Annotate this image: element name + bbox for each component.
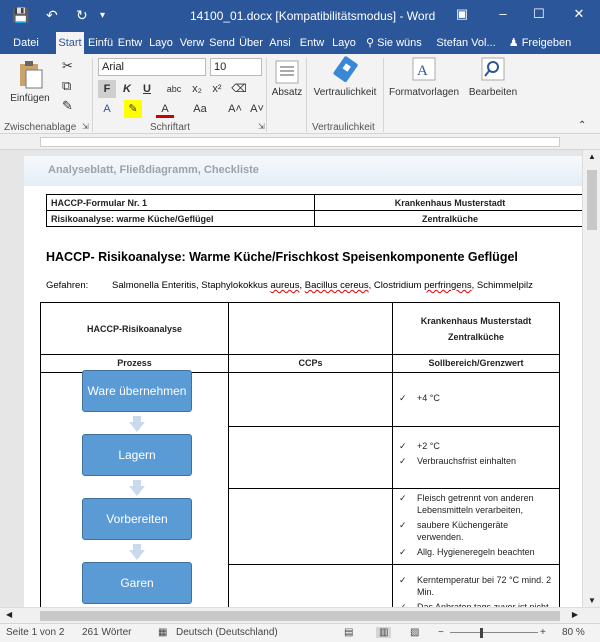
underline-button[interactable]: U [143,83,151,95]
tab-insert[interactable]: Einfü [88,37,114,49]
check-item [399,455,553,467]
vertical-scrollbar[interactable] [582,150,600,607]
editing-button[interactable] [466,56,520,98]
tab-table-layout[interactable]: Layo [332,37,356,49]
word-count[interactable]: 261 Wörter [82,627,132,638]
language-indicator[interactable]: Deutsch (Deutschland) [176,627,278,638]
scroll-up-icon[interactable]: ▲ [588,152,596,161]
save-icon[interactable]: 💾 [12,7,30,23]
check-item [399,574,553,598]
misspelled-word: aureus [270,280,300,291]
document-heading: HACCP- Risikoanalyse: Warme Küche/Frischkost Speisenkomponente Geflügel [46,250,518,264]
editing-label: Bearbeiten [468,87,518,98]
info-cell: Zentralküche [315,211,586,227]
check-text: +2 °C [417,441,440,451]
superscript-button[interactable]: x² [212,83,222,95]
check-item [399,519,553,543]
limit-cell [393,427,560,489]
close-button[interactable]: ✕ [573,6,585,21]
confidentiality-icon [331,56,359,84]
undo-icon[interactable]: ↶ [46,7,58,23]
hazards-text: , Schimmelpilz [471,280,533,291]
flow-arrow-head [129,422,145,432]
check-text: Kerntemperatur bei 72 °C mind. 2 Min. [417,575,552,597]
subscript-button[interactable]: x₂ [192,83,202,95]
paragraph-label: Absatz [271,87,303,98]
tab-layout[interactable]: Layo [149,37,173,49]
hazards-text: Salmonella Enteritis, Staphylokokkus [112,280,271,291]
minimize-button[interactable]: – [499,6,507,21]
scroll-thumb[interactable] [40,611,560,621]
italic-button[interactable]: K [123,83,131,95]
status-bar [0,623,600,642]
tab-file[interactable]: Datei [13,37,39,49]
paragraph-icon [275,60,299,84]
flow-arrow-head [129,486,145,496]
separator [306,58,307,132]
paste-button[interactable] [8,60,52,104]
person-icon: ♟ [508,37,519,49]
process-step-store[interactable]: Lagern [82,434,192,476]
lightbulb-icon: ⚲ [366,37,375,49]
cut-icon[interactable]: ✂ [62,58,73,73]
process-step-cook[interactable]: Garen [82,562,192,604]
shrink-font-icon[interactable]: A˅ [250,103,264,115]
document-page[interactable] [24,156,584,626]
bold-button[interactable]: F [98,80,116,98]
paste-label: Einfügen [10,93,50,104]
zoom-in-icon[interactable]: + [540,627,546,638]
font-size-field[interactable]: 10 [210,58,262,76]
styles-label: Formatvorlagen [388,87,460,98]
clipboard-group-label: Zwischenablage [4,122,77,133]
hazards-text: , [299,280,305,291]
horizontal-scrollbar[interactable] [0,607,600,623]
tab-design[interactable]: Entw [117,37,143,49]
strikethrough-button[interactable]: abc [166,84,182,94]
copy-icon[interactable]: ⧉ [62,78,72,93]
tab-review[interactable]: Über [239,37,263,49]
tab-start[interactable]: Start [56,32,84,54]
checkmark-icon: ✓ [399,575,407,585]
hospital-name: Krankenhaus Musterstadt [420,315,532,326]
styles-button[interactable] [386,56,462,98]
column-header: CCPs [229,355,393,373]
tell-me-label: Sie wüns [377,37,422,49]
ruler-track [40,137,560,147]
tab-table-design[interactable]: Entw [299,37,325,49]
font-name-field[interactable]: Arial [98,58,206,76]
process-step-prepare[interactable]: Vorbereiten [82,498,192,540]
check-text: saubere Küchengeräte verwenden. [417,520,509,542]
tab-references[interactable]: Verw [179,37,205,49]
grow-font-icon[interactable]: A˄ [228,103,242,115]
separator [266,58,267,132]
title-bar [0,0,600,32]
scroll-right-icon[interactable]: ▶ [571,610,578,619]
limit-cell [393,489,560,565]
tab-mailings[interactable]: Send [209,37,235,49]
check-text: Allg. Hygieneregeln beachten [417,547,535,557]
zoom-level[interactable]: 80 % [562,627,585,638]
table-title-left: HACCP-Risikoanalyse [41,303,229,355]
table-title-right [393,303,560,355]
tab-view[interactable]: Ansi [269,37,291,49]
check-text: Verbrauchsfrist einhalten [417,456,517,466]
ccp-cell [229,489,393,565]
limit-cell [393,373,560,427]
hazards-label: Gefahren: [46,280,89,291]
font-group-label: Schriftart [150,122,191,133]
ribbon [0,54,600,134]
maximize-button[interactable]: ☐ [533,6,545,21]
format-painter-icon[interactable]: ✎ [62,98,73,113]
info-cell: Risikoanalyse: warme Küche/Geflügel [47,211,315,227]
confidentiality-label: Vertraulichkeit [313,87,377,98]
check-item [399,440,553,452]
hazards-text: , Clostridium [368,280,425,291]
checkmark-icon: ✓ [399,456,407,466]
clear-format-icon[interactable]: ⌫ [231,83,247,95]
scroll-left-icon[interactable]: ◀ [6,610,13,619]
misspelled-word: Bacillus cereus [304,280,369,291]
ribbon-tabs [0,32,600,54]
info-cell: Krankenhaus Musterstadt [315,195,586,211]
checkmark-icon: ✓ [399,441,407,451]
process-step-receive[interactable]: Ware übernehmen [82,370,192,412]
print-layout-icon[interactable]: ▥ [376,627,391,638]
collapse-ribbon-icon[interactable]: ⌃ [578,120,587,131]
checkmark-icon: ✓ [399,520,407,530]
separator [92,58,93,132]
share-label: Freigeben [521,37,572,49]
check-text: Fleisch getrennt von anderen Lebensmitteln verarbeiten, [417,493,534,515]
kitchen-name: Zentralküche [447,331,505,342]
info-table [46,194,586,227]
share-button[interactable] [500,32,580,54]
page-header [24,156,584,186]
confidentiality-group-label: Vertraulichkeit [312,122,375,133]
separator [383,58,384,132]
header-text: Analyseblatt, Fließdiagramm, Checkliste [48,164,259,176]
svg-text:A: A [417,63,428,79]
web-layout-icon[interactable]: ▧ [410,627,420,638]
table-cell [229,303,393,355]
search-icon [480,56,506,84]
zoom-slider-thumb[interactable] [480,628,483,638]
misspelled-word: perfringens [424,280,472,291]
confidentiality-button[interactable] [310,56,380,98]
paragraph-button[interactable] [270,60,304,98]
ruler[interactable] [0,134,600,150]
info-cell: HACCP-Formular Nr. 1 [47,195,315,211]
clipboard-launcher-icon[interactable]: ⇲ [82,122,89,131]
font-color-icon[interactable]: A [156,100,174,118]
document-area [0,150,582,607]
page-count[interactable]: Seite 1 von 2 [6,627,65,638]
window-title: 14100_01.docx [Kompatibilitätsmodus] - Word [190,9,436,23]
font-launcher-icon[interactable]: ⇲ [258,122,265,131]
check-item [399,392,553,404]
zoom-slider[interactable] [450,632,538,633]
hazards-line [46,280,533,291]
column-header: Sollbereich/Grenzwert [393,355,560,373]
read-mode-icon[interactable]: ▤ [344,627,354,638]
scroll-thumb[interactable] [587,170,597,230]
check-item [399,492,553,516]
check-text: +4 °C [417,393,440,403]
change-case-icon[interactable]: Aa [193,103,207,115]
user-account[interactable]: Stefan Vol... [436,37,496,49]
zoom-out-icon[interactable]: − [438,627,444,638]
column-header: Prozess [41,355,229,373]
redo-icon[interactable]: ↻ [76,7,88,23]
checkmark-icon: ✓ [399,393,407,403]
highlight-icon[interactable]: ✎ [124,100,142,118]
checkmark-icon: ✓ [399,493,407,503]
tell-me-search[interactable] [366,32,426,54]
styles-icon [411,56,437,84]
check-item [399,546,553,558]
flow-arrow-head [129,550,145,560]
customize-quick-access-icon[interactable]: ▾ [100,10,106,21]
proofing-icon[interactable]: ▦ [158,627,168,638]
ccp-cell [229,427,393,489]
scroll-down-icon[interactable]: ▼ [588,596,596,605]
text-effects-icon[interactable]: A [103,103,111,115]
paste-icon [16,60,44,90]
ccp-cell [229,373,393,427]
checkmark-icon: ✓ [399,547,407,557]
ribbon-display-options-icon[interactable]: ▣ [455,6,469,21]
